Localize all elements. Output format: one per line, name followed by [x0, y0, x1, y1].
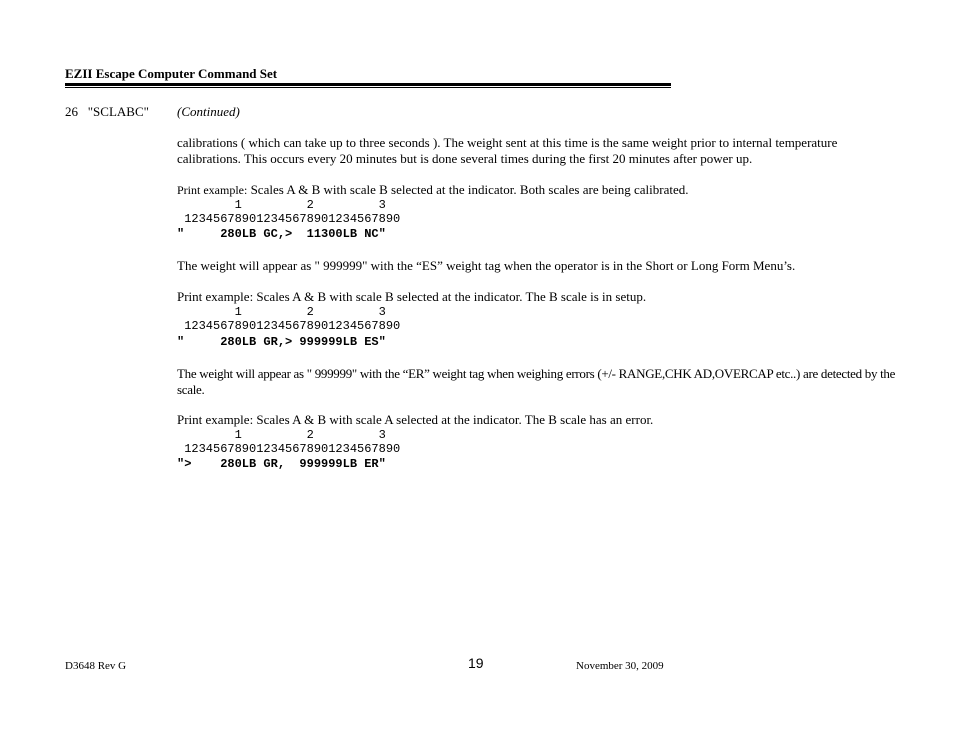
print-example-1-output: " 280LB GC,> 11300LB NC" [177, 227, 386, 241]
print-example-2-ruler-tens: 1 2 3 [177, 305, 386, 319]
footer-doc-id: D3648 Rev G [65, 660, 127, 672]
footer-date: November 30, 2009 [576, 660, 664, 672]
print-example-1-text: Scales A & B with scale B selected at the indicator. Both scales are being calibrated. [247, 182, 689, 197]
header-rule [65, 83, 671, 88]
paragraph-er-tag: The weight will appear as " 999999" with the “ER” weight tag when weighing errors (+/- RANGE,CHK AD,OVERCAP etc..) are detected by the scale. [177, 366, 896, 397]
document-header-title: EZII Escape Computer Command Set [65, 66, 278, 81]
print-example-2-ruler-digits: 123456789012345678901234567890 [177, 319, 401, 333]
print-example-1-ruler-tens: 1 2 3 [177, 198, 386, 212]
print-example-2-text: Print example: Scales A & B with scale B selected at the indicator. The B scale is in setup. [177, 289, 647, 304]
print-example-3-ruler-digits: 123456789012345678901234567890 [177, 442, 401, 456]
footer-page-number: 19 [468, 655, 484, 671]
print-example-2-output: " 280LB GR,> 999999LB ES" [177, 335, 386, 349]
print-example-3-ruler-tens: 1 2 3 [177, 428, 386, 442]
print-example-1-lead: Print example: [177, 183, 248, 197]
print-example-1-ruler-digits: 123456789012345678901234567890 [177, 212, 401, 226]
print-example-3-output: "> 280LB GR, 999999LB ER" [177, 457, 386, 471]
section-label: 26 "SCLABC" [65, 104, 149, 119]
print-example-1-line [177, 182, 897, 198]
paragraph-es-tag: The weight will appear as " 999999" with the “ES” weight tag when the operator is in the Short or Long Form Menu’s. [177, 258, 796, 273]
print-example-3-text: Print example: Scales A & B with scale A selected at the indicator. The B scale has an error. [177, 412, 654, 427]
section-continued: (Continued) [177, 104, 240, 119]
paragraph-calibrations: calibrations ( which can take up to three seconds ). The weight sent at this time is the same weight prior to internal temperature calibrations. This occurs every 20 minutes but is done several times during the first 20 minutes after power up. [177, 135, 838, 166]
